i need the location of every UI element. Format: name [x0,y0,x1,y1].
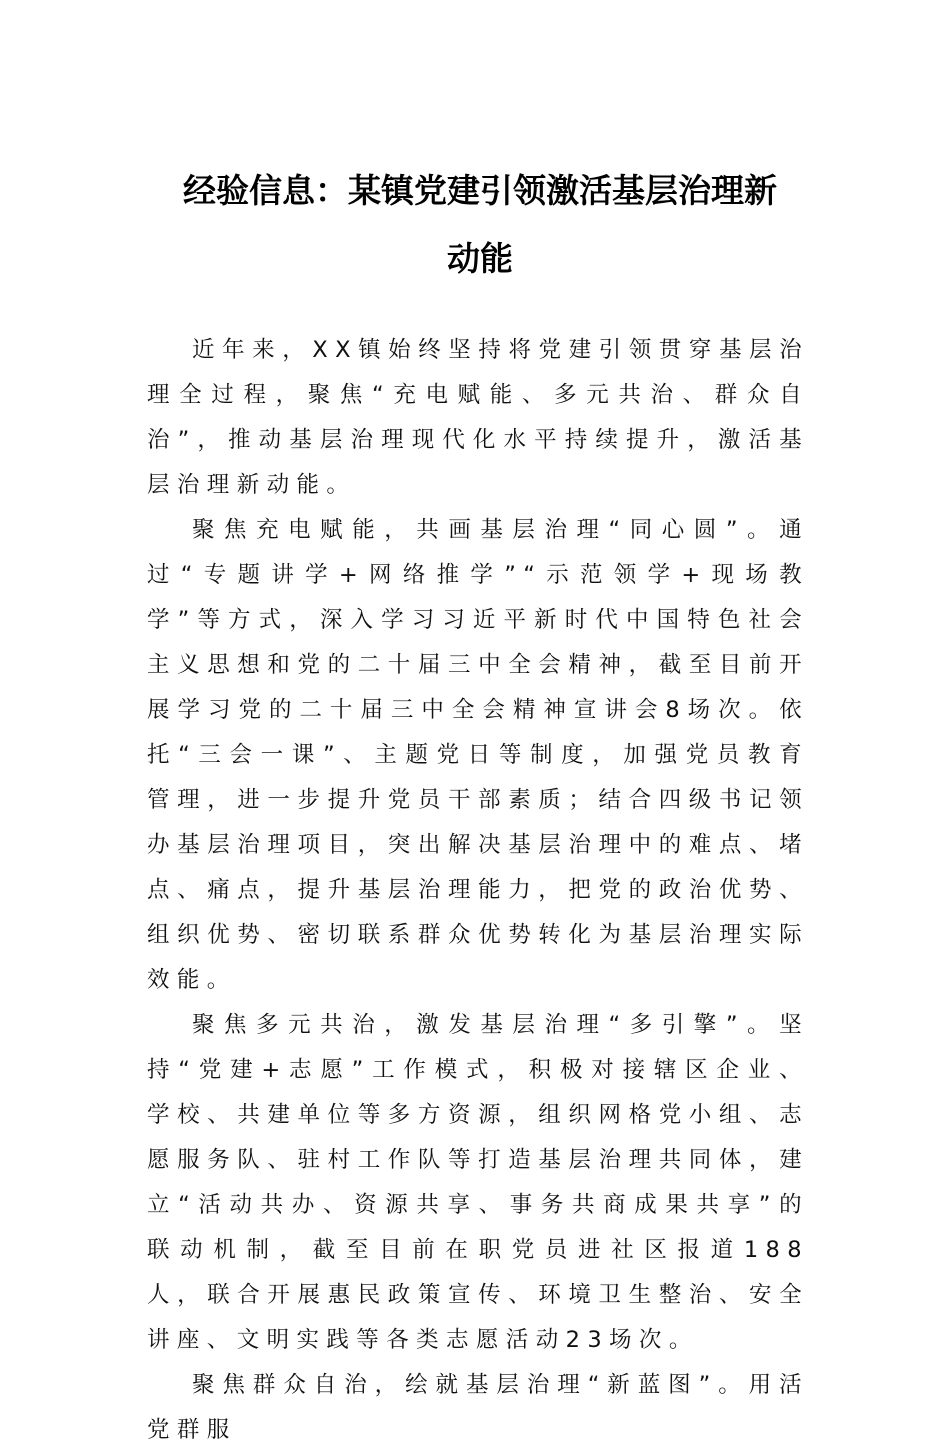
paragraph-intro: 近年来，XX镇始终坚持将党建引领贯穿基层治理全过程，聚焦“充电赋能、多元共治、群众自治”，推动基层治理现代化水平持续提升，激活基层治理新动能。 [147,337,809,498]
document-title [140,157,820,293]
paragraph-self-governance: 聚焦群众自治，绘就基层治理“新蓝图”。用活党群服 [147,1372,809,1443]
title-line-2: 动能 [447,239,513,278]
title-line-1: 经验信息：某镇党建引领激活基层治理新 [183,171,777,210]
paragraph-co-governance: 聚焦多元共治，激发基层治理“多引擎”。坚持“党建+志愿”工作模式，积极对接辖区企业、学校、共建单位等多方资源，组织网格党小组、志愿服务队、驻村工作队等打造基层治理共同体，建立“活动共办、资源共享、事务共商成果共享”的联动机制，截至目前在职党员进社区报道188人，联合开展惠民政策宣传、环境卫生整治、安全讲座、文明实践等各类志愿活动23场次。 [147,1012,809,1353]
paragraph-empowerment: 聚焦充电赋能，共画基层治理“同心圆”。通过“专题讲学+网络推学”“示范领学+现场教学”等方式，深入学习习近平新时代中国特色社会主义思想和党的二十届三中全会精神，截至目前开展学习党的二十届三中全会精神宣讲会8场次。依托“三会一课”、主题党日等制度，加强党员教育管理，进一步提升党员干部素质；结合四级书记领办基层治理项目，突出解决基层治理中的难点、堵点、痛点，提升基层治理能力，把党的政治优势、组织优势、密切联系群众优势转化为基层治理实际效能。 [147,517,809,993]
document-body [147,328,809,1453]
